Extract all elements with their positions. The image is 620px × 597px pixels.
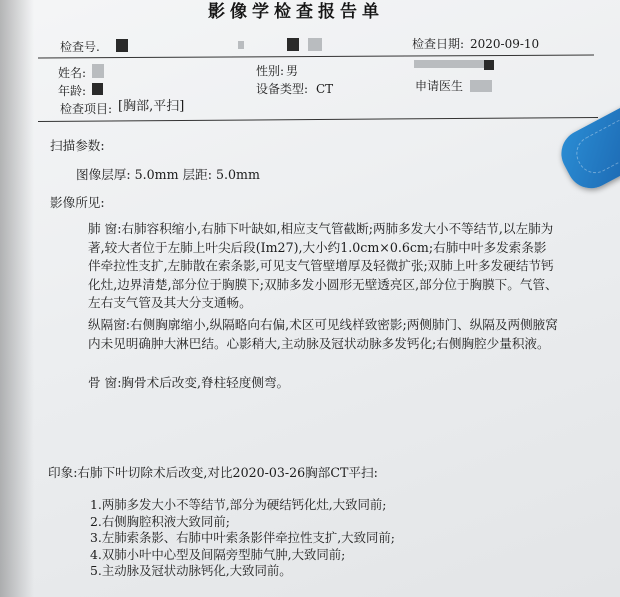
impression-item: 1.两肺多发大小不等结节,部分为硬结钙化灶,大致同前; — [90, 497, 387, 512]
name-label: 姓名: — [58, 66, 87, 80]
item-value: [胸部,平扫] — [118, 99, 185, 114]
redacted-mark — [308, 38, 322, 51]
redacted-name — [92, 64, 104, 78]
redacted-age — [92, 83, 103, 95]
redacted-mark — [287, 38, 299, 51]
findings-mediastinum: 纵隔窗:右侧胸廓缩小,纵隔略向右偏,术区可见线样致密影;两侧肺门、纵隔及两侧腋窝内未见明确肿大淋巴结。心影稍大,主动脉及冠状动脉多发钙化;右侧胸腔少量积液。 — [88, 317, 558, 351]
age-label: 年龄: — [58, 84, 87, 98]
exam-no-label: 检查号. — [60, 40, 100, 54]
exam-date-label: 检查日期: — [412, 37, 465, 51]
scan-heading: 扫描参数: — [50, 138, 105, 153]
report-title: 影像学检查报告单 — [208, 2, 384, 22]
impression-heading: 印象:右肺下叶切除术后改变,对比2020-03-26胸部CT平扫: — [48, 465, 378, 480]
impression-item: 4.双肺小叶中心型及间隔旁型肺气肿,大致同前; — [90, 546, 346, 562]
impression-list — [90, 497, 395, 580]
exam-date-value: 2020-09-10 — [470, 37, 540, 51]
scan-params: 图像层厚: 5.0mm 层距: 5.0mm — [76, 167, 260, 182]
findings-heading: 影像所见: — [50, 195, 105, 210]
redacted-exam-no — [116, 39, 128, 52]
impression-item: 5.主动脉及冠状动脉钙化,大致同前。 — [90, 563, 292, 579]
sex-label: 性别: — [256, 64, 285, 78]
redacted-doctor — [470, 80, 492, 92]
impression-item: 2.右侧胸腔积液大致同前; — [90, 513, 230, 529]
redacted-id — [414, 60, 494, 68]
item-label: 检查项目: — [60, 102, 113, 116]
device-label: 设备类型: — [256, 82, 309, 96]
redacted-mark — [238, 41, 244, 49]
redacted-mark — [484, 60, 494, 70]
impression-item: 3.左肺索条影、右肺中叶索条影伴牵拉性支扩,大致同前; — [90, 530, 395, 546]
doctor-label: 申请医生 — [415, 79, 464, 93]
device-value: CT — [316, 82, 334, 96]
findings-lung: 肺 窗:右肺容积缩小,右肺下叶缺如,相应支气管截断;两肺多发大小不等结节,以左肺为著,较大者位于左肺上叶尖后段(Im27),大小约1.0cm×0.6cm;右肺中叶多发索条影伴牵拉性支扩,左肺散在索条影,可见支气管壁增厚及轻微扩张;双肺上叶多发硬结节钙化灶,边界清楚,部分位于胸膜下;双肺多发小圆形无壁透亮区,部分位于胸膜下。气管、左右支气管及其大分支通畅。 — [88, 221, 558, 311]
findings-bone: 骨 窗:胸骨术后改变,脊柱轻度侧弯。 — [88, 375, 290, 390]
sex-value: 男 — [286, 64, 299, 78]
